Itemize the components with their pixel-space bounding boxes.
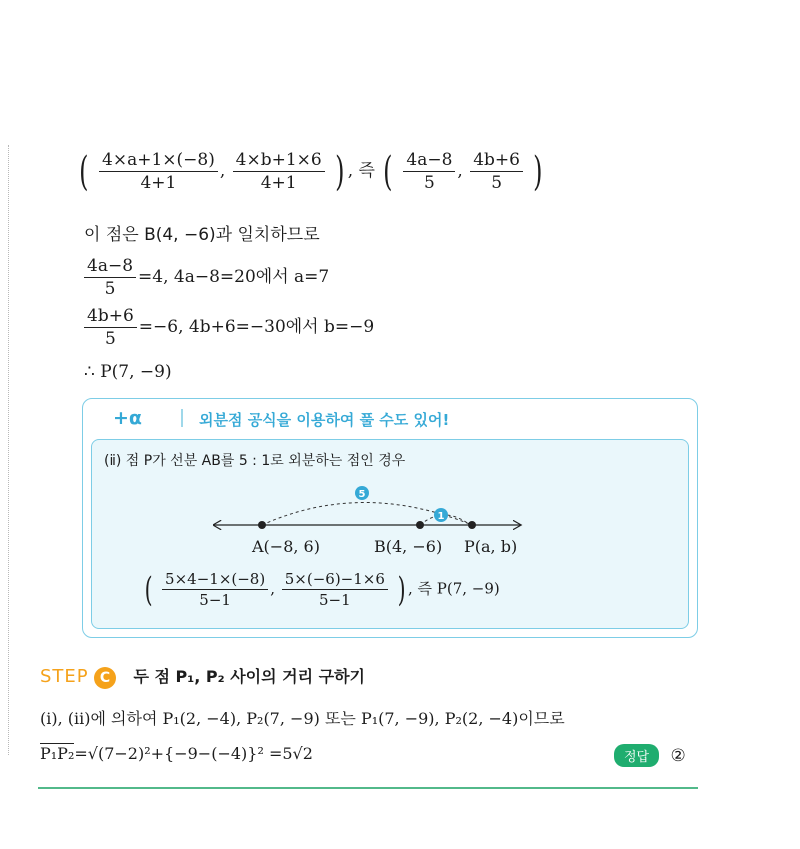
- step-line1: (ⅰ), (ⅱ)에 의하여 P₁(2, −4), P₂(7, −9) 또는 P₁(7, −9), P₂(2, −4)이므로: [40, 709, 565, 728]
- tip-case-text: (ⅱ) 점 P가 선분 AB를 5 : 1로 외분하는 점인 경우: [104, 453, 406, 469]
- answer-badge: 정답: [614, 744, 659, 767]
- fraction-y-simplified: $\frac{4b+6}{5}$: [470, 150, 523, 193]
- step-label: STEP: [40, 666, 89, 687]
- label-b: B(4, −6): [374, 537, 443, 556]
- step-letter-badge: C: [94, 667, 116, 689]
- distance-line: [40, 744, 313, 763]
- tip-title: 외분점 공식을 이용하여 풀 수도 있어!: [199, 411, 450, 429]
- step-title: 두 점 P₁, P₂ 사이의 거리 구하기: [133, 667, 365, 686]
- segment-p1p2: P₁P₂: [40, 744, 75, 763]
- row5-conclusion: ∴ P(7, −9): [84, 362, 172, 382]
- step-heading: [40, 664, 365, 689]
- plus-alpha-icon: +α: [113, 407, 142, 429]
- number-line-diagram: [92, 470, 688, 580]
- point-p: [468, 521, 476, 529]
- distance-value: =√(7−2)²+{−9−(−4)}² =5√2: [74, 744, 313, 763]
- fraction-x-simplified: $\frac{4a-8}{5}$: [403, 150, 455, 193]
- tip-formula: ( $\frac{5\times 4-1\times(-8)}{5-1}$ , $\frac{5\times(-6)-1\times 6}{5-1}$ ) , 즉 P(7, −9): [144, 569, 500, 610]
- point-b: [416, 521, 424, 529]
- tip-content: [91, 439, 689, 629]
- bottom-green-rule: [38, 787, 698, 789]
- row1-expression: ( $\frac{4\times a+1\times(-8)}{4+1}$ , $\frac{4\times b+1\times 6}{4+1}$ ) , 즉 ( $\frac{4a-8}{5}$ , $\frac{4b+6}{5}$ ): [79, 148, 543, 195]
- label-p: P(a, b): [464, 537, 518, 556]
- tip-box: [82, 398, 698, 638]
- tip-divider: [181, 409, 183, 427]
- fraction-x: $\frac{4\times a+1\times(-8)}{4+1}$: [99, 150, 218, 193]
- point-a: [258, 521, 266, 529]
- answer: [614, 744, 686, 767]
- row3-equation: $\frac{4a-8}{5}$ =4, 4a−8=20에서 a=7: [82, 256, 329, 299]
- row2-statement: 이 점은 B(4, −6)과 일치하므로: [84, 225, 320, 245]
- answer-value: ②: [670, 746, 686, 766]
- label-a: A(−8, 6): [252, 537, 320, 556]
- ratio-5-label: 5: [358, 489, 366, 500]
- margin-dotted-rule: [8, 145, 9, 755]
- fraction-y: $\frac{4\times b+1\times 6}{4+1}$: [233, 150, 325, 193]
- row4-equation: $\frac{4b+6}{5}$ =−6, 4b+6=−30에서 b=−9: [82, 306, 374, 349]
- tip-header: [83, 399, 697, 437]
- ratio-1-label: 1: [437, 511, 445, 522]
